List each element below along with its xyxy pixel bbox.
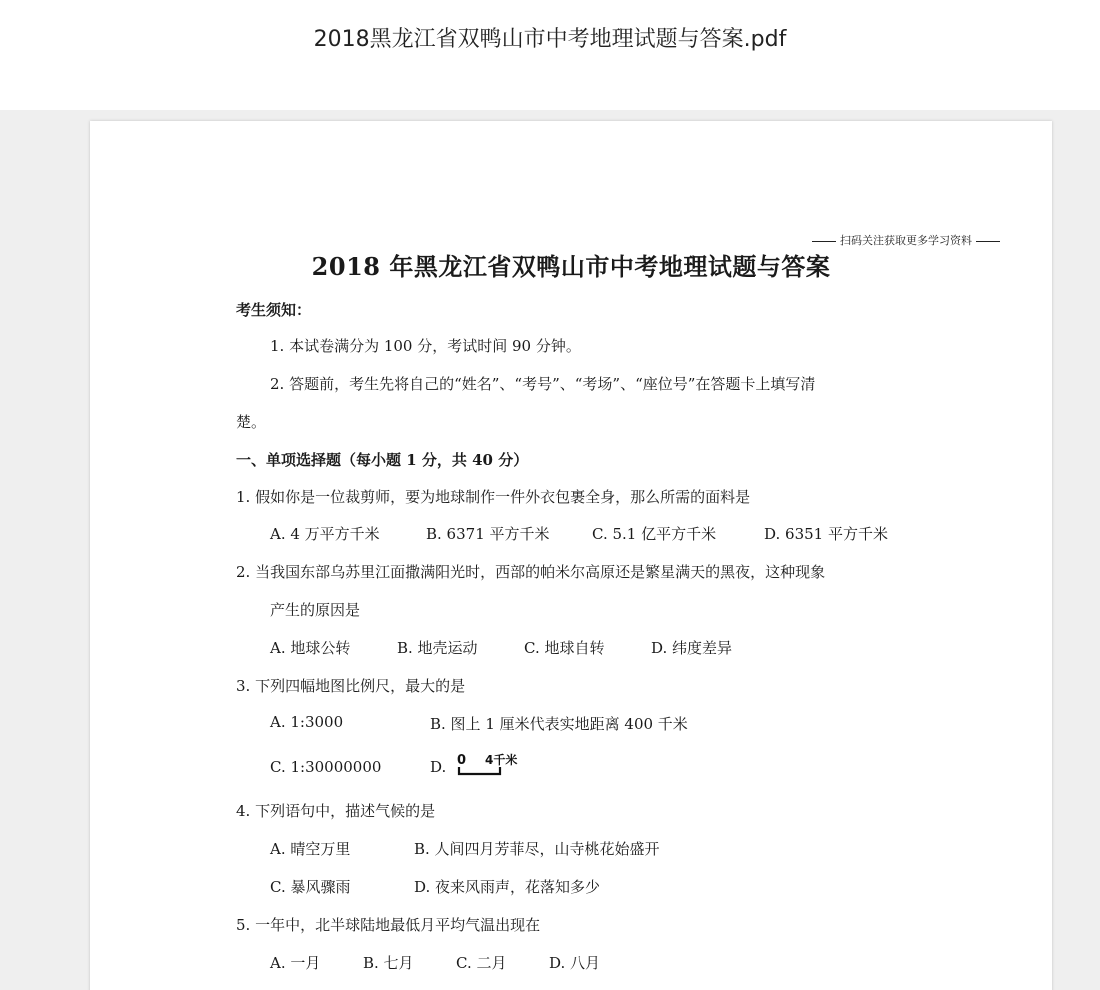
- q2-option-c: C. 地球自转: [524, 639, 605, 657]
- scale-bar-line: [459, 767, 500, 774]
- question-2-stem: 2. 当我国东部乌苏里江面撒满阳光时，西部的帕米尔高原还是繁星满天的黑夜，这种现象: [236, 563, 826, 581]
- q3-option-d: D.: [430, 758, 447, 776]
- document-page: [90, 121, 1052, 990]
- q5-option-a: A. 一月: [270, 954, 321, 972]
- dash-left: [812, 241, 836, 242]
- document-title: 2018 年黑龙江省双鸭山市中考地理试题与答案: [311, 252, 831, 281]
- question-4-stem: 4. 下列语句中，描述气候的是: [236, 802, 436, 820]
- notice-item-2-cont: 楚。: [236, 413, 267, 431]
- scale-bar-icon: [456, 749, 536, 779]
- top-note: [808, 232, 1004, 248]
- notice-heading: 考生须知：: [236, 301, 312, 319]
- viewer-header: [0, 0, 1100, 110]
- q3-option-c: C. 1:30000000: [270, 758, 382, 776]
- question-5-stem: 5. 一年中，北半球陆地最低月平均气温出现在: [236, 916, 541, 934]
- q3-option-b: B. 图上 1 厘米代表实地距离 400 千米: [430, 715, 688, 733]
- top-note-text: 扫码关注获取更多学习资料: [840, 234, 972, 247]
- q4-option-a: A. 晴空万里: [270, 840, 351, 858]
- question-3-stem: 3. 下列四幅地图比例尺，最大的是: [236, 677, 466, 695]
- q1-option-b: B. 6371 平方千米: [426, 525, 550, 543]
- q5-option-d: D. 八月: [549, 954, 601, 972]
- notice-item-2: 2. 答题前，考生先将自己的“姓名”、“考号”、“考场”、“座位号”在答题卡上填写清: [270, 375, 816, 393]
- document-viewport[interactable]: [0, 110, 1100, 990]
- question-2-stem-cont: 产生的原因是: [270, 601, 361, 619]
- q5-option-b: B. 七月: [363, 954, 414, 972]
- dash-right: [976, 241, 1000, 242]
- scale-zero-label: 0: [457, 753, 467, 768]
- q5-option-c: C. 二月: [456, 954, 507, 972]
- notice-item-1: 1. 本试卷满分为 100 分，考试时间 90 分钟。: [270, 337, 581, 355]
- file-title: 2018黑龙江省双鸭山市中考地理试题与答案.pdf: [313, 27, 787, 52]
- q1-option-a: A. 4 万平方千米: [270, 525, 380, 543]
- q4-option-b: B. 人间四月芳菲尽，山寺桃花始盛开: [414, 840, 660, 858]
- question-1-stem: 1. 假如你是一位裁剪师，要为地球制作一件外衣包裹全身，那么所需的面料是: [236, 488, 751, 506]
- scale-distance-label: 4千米: [485, 753, 518, 767]
- q4-option-c: C. 暴风骤雨: [270, 878, 351, 896]
- q4-option-d: D. 夜来风雨声，花落知多少: [414, 878, 601, 896]
- q2-option-a: A. 地球公转: [270, 639, 351, 657]
- section-heading: 一、单项选择题（每小题 1 分，共 40 分）: [236, 451, 529, 469]
- q2-option-b: B. 地壳运动: [397, 639, 478, 657]
- q3-option-a: A. 1:3000: [270, 713, 344, 731]
- q2-option-d: D. 纬度差异: [651, 639, 733, 657]
- q1-option-c: C. 5.1 亿平方千米: [592, 525, 717, 543]
- q1-option-d: D. 6351 平方千米: [764, 525, 888, 543]
